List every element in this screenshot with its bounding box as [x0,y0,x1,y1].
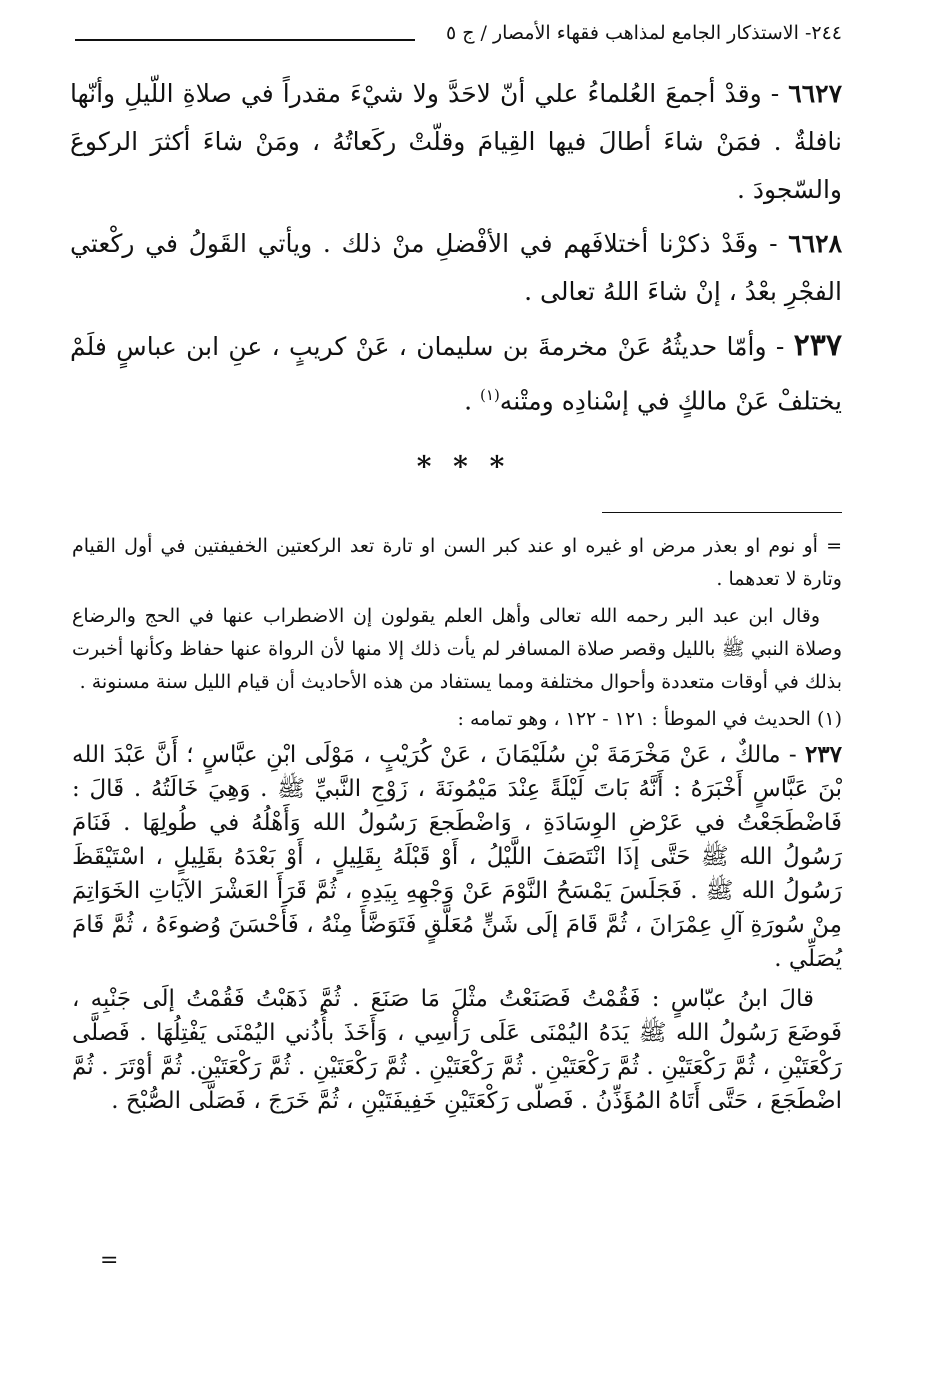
footnote-ibn-abd-al-barr: وقال ابن عبد البر رحمه الله تعالى وأهل العلم يقولون إن الاضطراب عنها في الحج والرضاع وصلاة النبي ﷺ بالليل وقصر صلاة المسافر لم يأت ذلك إلا منها لأن الرواة عنها حفاظ وكأنها أخبرت بذلك في أوقات متعددة وأحوال مختلفة ومما يستفاد من هذه الأحاديث أن قيام الليل سنة مسنونة . [72,605,842,693]
header-rule [75,39,415,41]
footnote-source: (١) الحديث في الموطأ : ١٢١ - ١٢٢ ، وهو تمامه : [457,708,842,730]
footnotes [72,530,842,1124]
paragraph-6627 [70,70,842,214]
paragraph-text: - وأمّا حديثُهُ عَنْ مخرمةَ بن سليمان ، عَنْ كريبٍ ، عنِ ابن عباسٍ فلَمْ يختلفْ عَنْ مالكٍ في إسْنادِه ومتْنه [70,332,842,416]
hadith-number: ٢٣٧ [804,741,842,768]
paragraph-end: . [464,386,481,416]
hadith-body: - مالكٌ ، عَنْ مَخْرَمَةَ بْنِ سُلَيْمَانَ ، عَنْ كُرَيْبٍ ، مَوْلَى ابْنِ عبَّاسٍ ؛ أَنَّ عَبْدَ الله بْنَ عَبَّاسٍ أَخْبَرَهُ : أَنَّهُ بَاتَ لَيْلَةً عِنْدَ مَيْمُونَةَ ، زَوْجِ النَّبيِّ ﷺ . وَهِيَ خَالَتُهُ . قَالَ : فَاضْطَجَعْتُ في عَرْضِ الوِسَادَةِ ، وَاضْطَجعَ رَسُولُ الله وَأَهْلُهُ في طُولِهَا . فَنَامَ رَسُولُ الله ﷺ حَتَّى إذَا انْتَصَفَ اللَّيْلُ ، أَوْ قَبْلَهُ بِقَلِيلٍ ، أَوْ بَعْدَهُ بقَلِيلٍ ، اسْتَيْقَظَ رَسُولُ الله ﷺ . فَجَلَسَ يَمْسَحُ النَّوْمَ عَنْ وَجْهِهِ بِيَدِهِ ، ثُمَّ قَرَأَ العَشْرَ الآيَاتِ الخَوَاتِمَ مِنْ سُورَةِ آلِ عِمْرَانَ ، ثُمَّ قَامَ إلَى شَنٍّ مُعَلَّقٍ فَتَوَضَّأَ مِنْهُ ، فَأَحْسَنَ وُضوءَهُ ، ثُمَّ قَامَ يُصَلِّي . [72,742,842,972]
running-header [75,22,842,52]
paragraph-text: - وقَدْ ذكرْنا أختلافَهم في الأفْضلِ منْ ذلك . ويأتي القَولُ في ركْعتي الفجْرِ بعْدُ ، إنْ شاءَ اللهُ تعالى . [70,229,842,306]
hadith-text [72,738,842,1118]
header-title: ٢٤٤- الاستذكار الجامع لمذاهب فقهاء الأمصار / ج ٥ [445,22,842,44]
continuation-mark: = [100,1248,119,1273]
main-text [70,70,842,431]
paragraph-text: - وقدْ أجمعَ العُلماءُ علي أنّ لاحَدَّ ولا شيْءَ مقدراً في صلاةِ اللّيلِ وأنّها نافلةٌ . فمَنْ شاءَ أطالَ فيها القِيامَ وقلّتْ ركَعاتُهُ ، ومَنْ شاءَ أكثرَ الركوعَ والسّجودَ . [70,79,842,204]
paragraph-6628 [70,220,842,316]
hadith-paragraph [72,738,842,976]
paragraph-number: ٦٦٢٨ [788,229,842,258]
footnote-ref: (١) [480,386,500,404]
hadith-paragraph: قالَ ابنُ عبّاسٍ : فَقُمْتُ فَصَنَعْتُ مثْلَ مَا صَنَعَ . ثُمَّ ذَهَبْتُ فَقُمْتُ إلَى جَنْبِه ، فَوضَعَ رَسُولُ الله ﷺ يَدَهُ اليُمْنَى عَلَى رَأْسِي ، وَأَخَذَ بأُذُني اليُمْنَى يَفْتِلُهَا . فَصلَّى رَكْعَتَيْنِ ، ثُمَّ رَكْعَتَيْنِ . ثُمَّ رَكْعَتَيْنِ . ثُمَّ رَكْعَتَيْنِ . ثُمَّ رَكْعَتَيْنِ . ثُمَّ رَكْعَتَيْنِ. ثُمَّ أوْتَرَ . ثُمَّ اضْطَجَعَ ، حَتَّى أَتَاهُ المُؤَذِّنُ . فَصلّى رَكْعَتَيْنِ خَفِيفَتَيْنِ ، ثُمَّ خَرَجَ ، فَصَلَّى الصُّبْحَ . [72,986,842,1114]
footnote-continuation: = أو نوم او بعذر مرض او غيره او عند كبر السن او تارة تعد الركعتين الخفيفتين في أول القيام وتارة لا تعدهما . [72,535,842,590]
footnote-rule [602,512,842,513]
hadith-number: ٢٣٧ [793,328,842,363]
paragraph-237 [70,322,842,425]
paragraph-number: ٦٦٢٧ [788,79,842,108]
section-separator: * * * [416,450,511,483]
